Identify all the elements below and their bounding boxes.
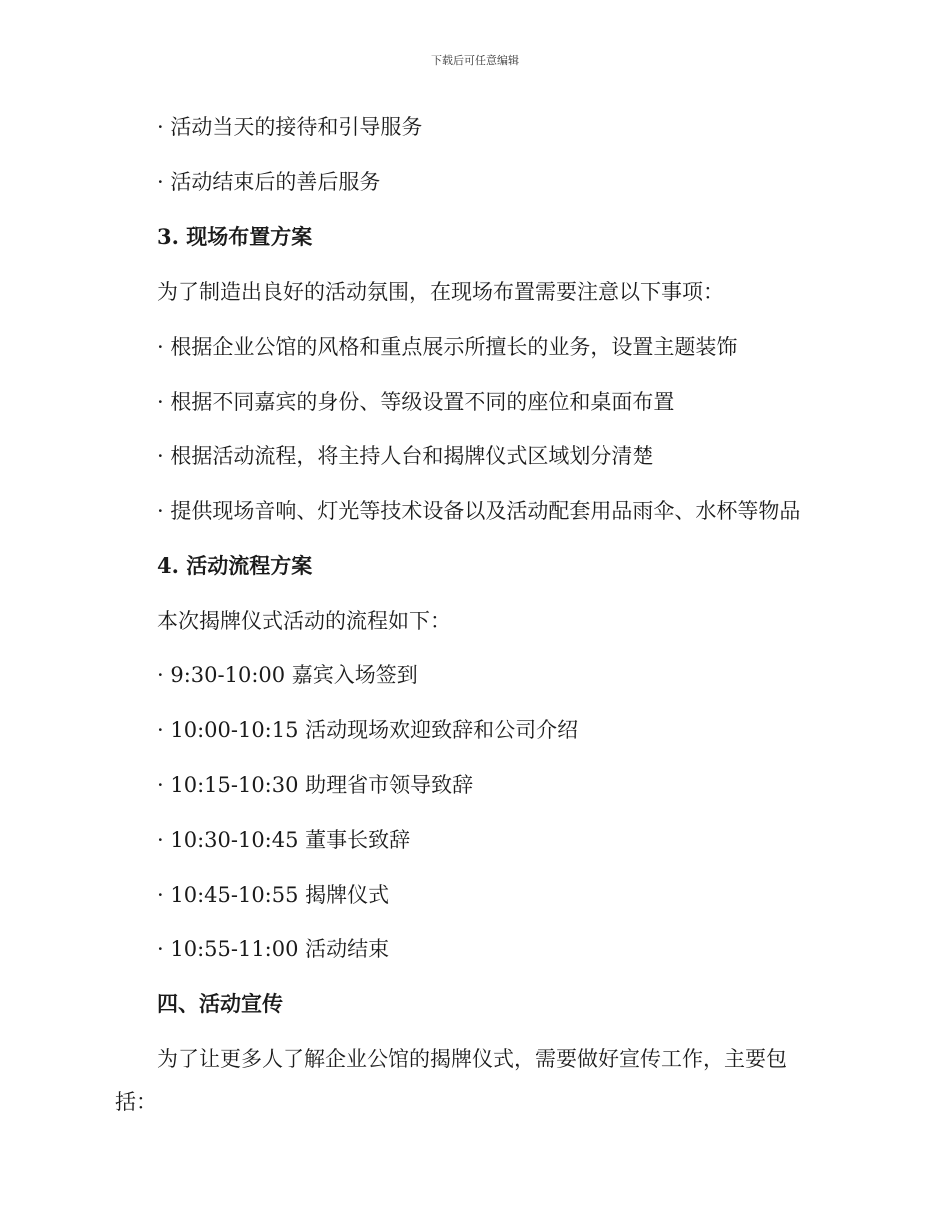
section-heading: 3. 现场布置方案 bbox=[157, 224, 313, 249]
schedule-item: · 10:55-11:00 活动结束 bbox=[157, 937, 390, 961]
section-heading: 4. 活动流程方案 bbox=[157, 553, 313, 578]
paragraph-text: 为了制造出良好的活动氛围，在现场布置需要注意以下事项： bbox=[157, 280, 724, 304]
bullet-item: · 活动结束后的善后服务 bbox=[157, 170, 381, 194]
chapter-heading: 四、活动宣传 bbox=[157, 991, 283, 1016]
schedule-item: · 10:15-10:30 助理省市领导致辞 bbox=[157, 773, 474, 797]
bullet-item: · 根据企业公馆的风格和重点展示所擅长的业务，设置主题装饰 bbox=[157, 335, 738, 359]
schedule-item: · 10:45-10:55 揭牌仪式 bbox=[157, 883, 390, 907]
paragraph-text: 为了让更多人了解企业公馆的揭牌仪式，需要做好宣传工作，主要包 bbox=[157, 1047, 787, 1071]
bullet-item: · 根据不同嘉宾的身份、等级设置不同的座位和桌面布置 bbox=[157, 390, 675, 414]
bullet-item: · 活动当天的接待和引导服务 bbox=[157, 115, 423, 139]
bullet-item: · 根据活动流程，将主持人台和揭牌仪式区域划分清楚 bbox=[157, 444, 654, 468]
bullet-item: · 提供现场音响、灯光等技术设备以及活动配套用品雨伞、水杯等物品 bbox=[157, 499, 801, 523]
paragraph-text: 本次揭牌仪式活动的流程如下： bbox=[157, 609, 451, 633]
schedule-item: · 10:30-10:45 董事长致辞 bbox=[157, 828, 411, 852]
page-header-note: 下载后可任意编辑 bbox=[431, 54, 519, 67]
schedule-item: · 9:30-10:00 嘉宾入场签到 bbox=[157, 663, 418, 687]
schedule-item: · 10:00-10:15 活动现场欢迎致辞和公司介绍 bbox=[157, 718, 579, 742]
paragraph-text-continuation: 括： bbox=[115, 1090, 157, 1114]
